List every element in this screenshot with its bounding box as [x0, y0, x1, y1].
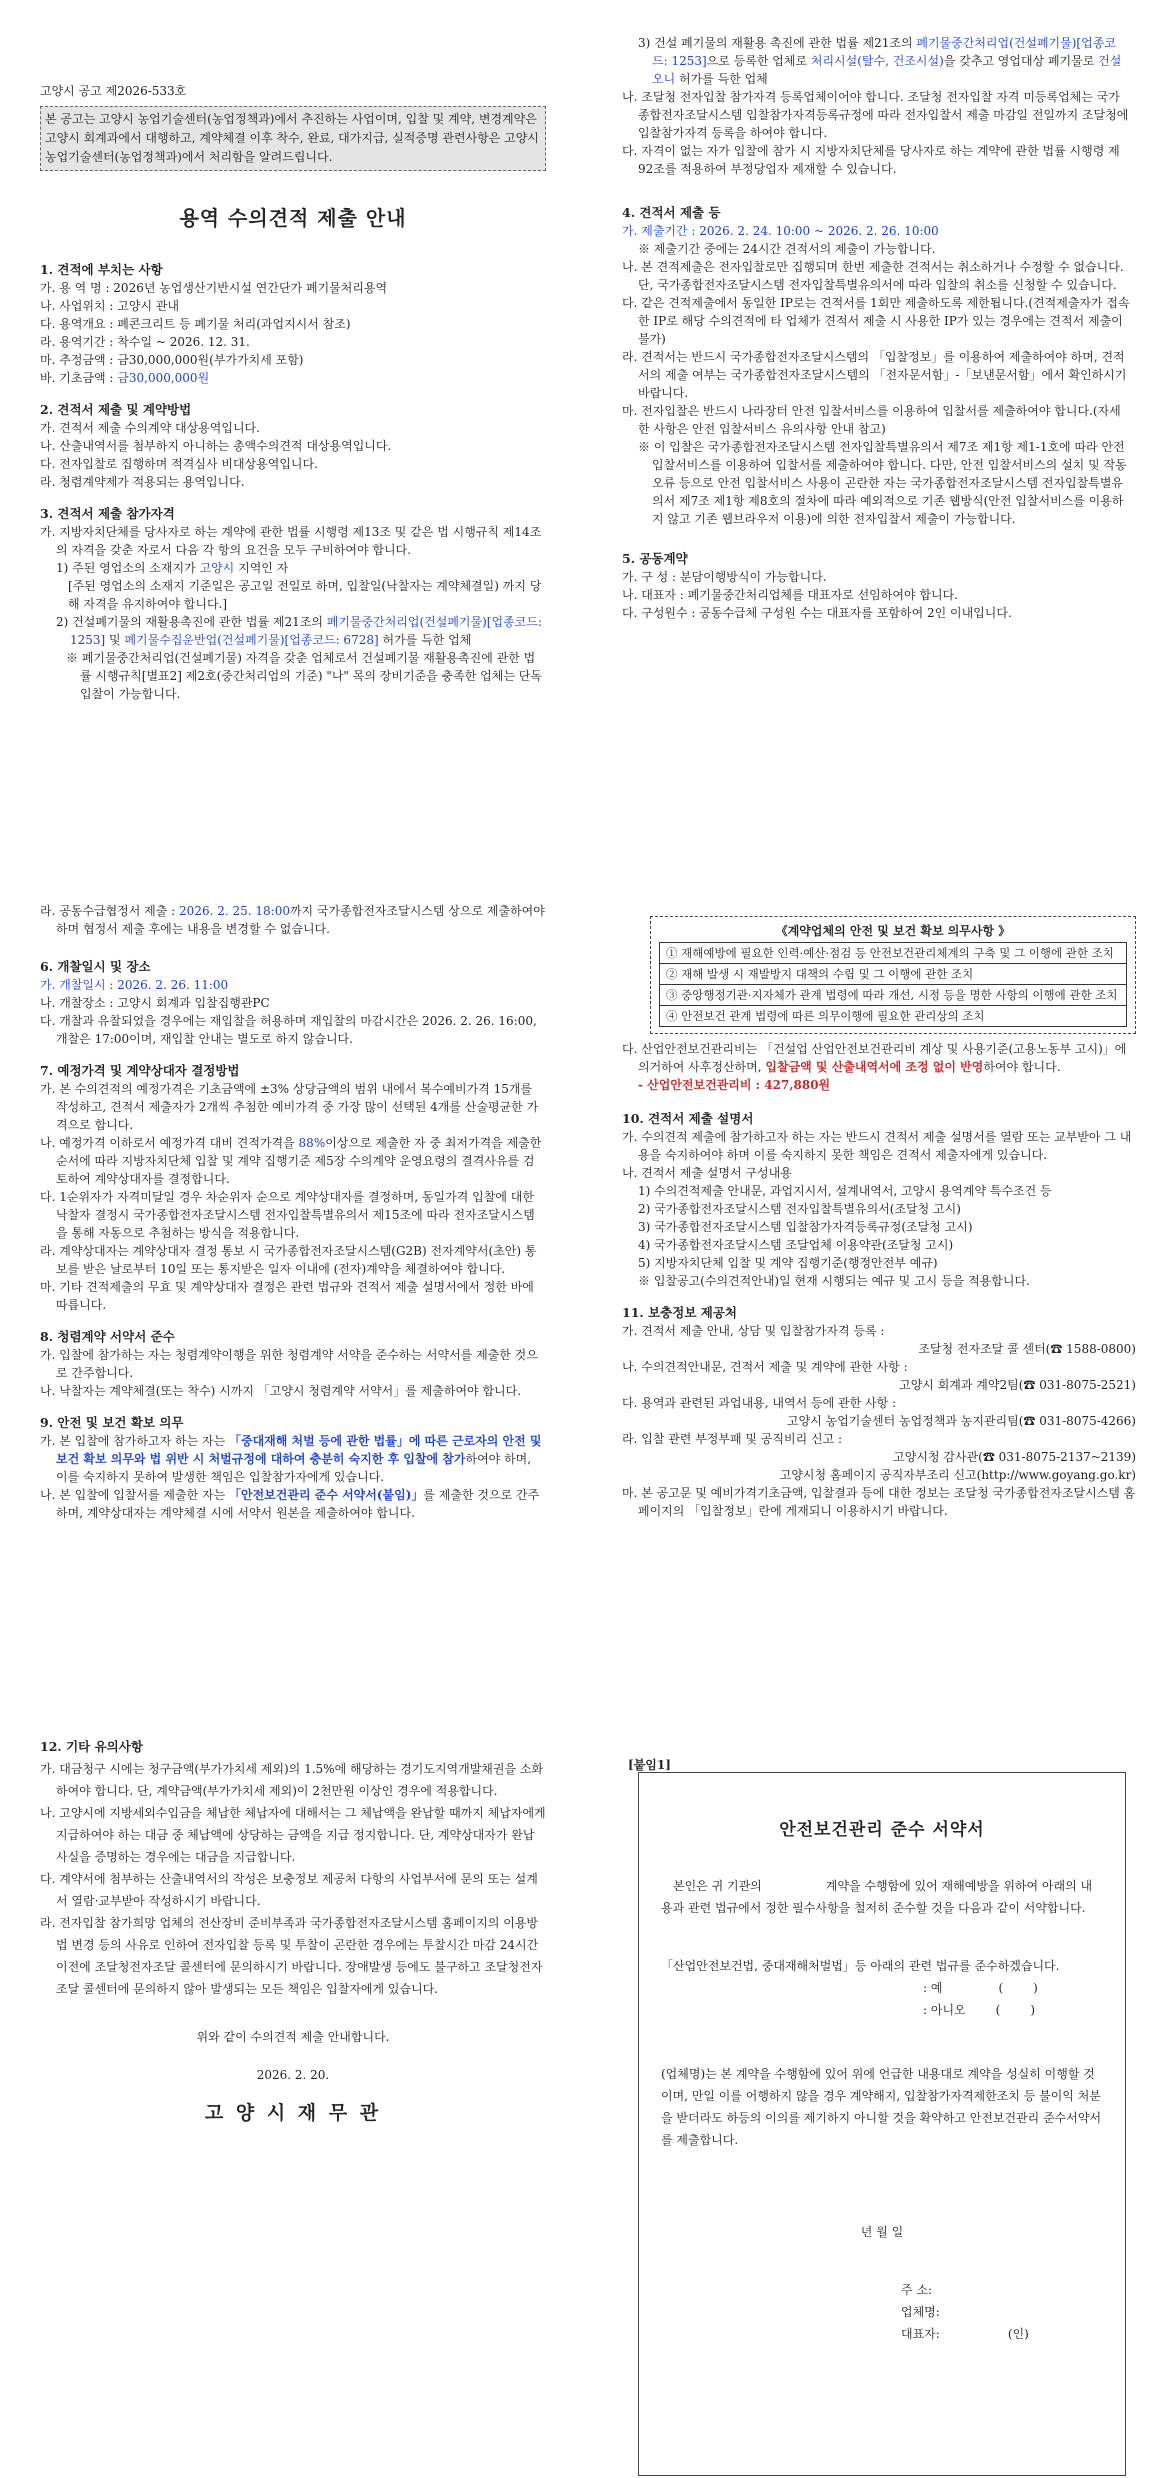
- pledge-title: 안전보건관리 준수 서약서: [779, 1820, 985, 1840]
- document-title: 용역 수의견적 제출 안내: [179, 206, 407, 230]
- pledge-yes-option: : 예 ( ): [923, 1981, 1038, 1995]
- s1-item-ba: [40, 369, 546, 387]
- s1-ba-value: 금30,000,000원: [117, 371, 210, 385]
- s2-item-ra: 라. 청렴계약제가 적용되는 용역입니다.: [40, 475, 245, 489]
- s12-item-da: 다. 계약서에 첨부하는 산출내역서의 작성은 보충정보 제공처 다항의 사업부서에 문의 또는 설계서 열람·교부받아 작성하시기 바랍니다.: [40, 1872, 538, 1908]
- section-3-title: 3. 견적서 제출 참가자격: [40, 506, 175, 521]
- s11-ra-contact-1: 고양시청 감사관(☎ 031-8075-2137~2139): [893, 1450, 1136, 1464]
- s1-ba-label: 바. 기초금액 :: [40, 371, 118, 385]
- section-12-title: 12. 기타 유의사항: [40, 1739, 143, 1754]
- pledge-no-label: : 아니오: [923, 2003, 966, 2017]
- s3-i2-c: 허가를 득한 업체: [378, 633, 472, 647]
- s7-item-ma: 마. 기타 견적제출의 무효 및 계약상대자 결정은 관련 법규와 견적서 제출 설명서에서 정한 바에 따릅니다.: [40, 1280, 534, 1312]
- safety-item: ③ 중앙행정기관·지자체가 관계 법령에 따라 개선, 시정 등을 명한 사항의 이행에 관한 조치: [659, 984, 1127, 1006]
- s9-na-b: 를 제출한 것으로 간주하며, 계약상대자는 계약체결 시에 서약서 원본을 제출하여야 합니다.: [56, 1488, 540, 1520]
- s5-item-na: 나. 대표자 : 폐기물중간처리업체를 대표자로 선임하여야 합니다.: [622, 588, 958, 602]
- closing-text: 위와 같이 수의견적 제출 안내합니다.: [196, 2030, 390, 2044]
- s3-i1-a: 1) 주된 영업소의 소재지가: [56, 561, 200, 575]
- pledge-address: [661, 2279, 1103, 2301]
- s5-ra-a: 라. 공동수급협정서 제출 :: [40, 904, 180, 918]
- s3-item-1: [40, 559, 546, 577]
- section-2-title: 2. 견적서 제출 및 계약방법: [40, 402, 192, 417]
- s11-item-ga: 가. 견적서 제출 안내, 상담 및 입찰참가자격 등록 :: [622, 1324, 885, 1338]
- pledge-rep-label: 대표자:: [901, 2327, 940, 2341]
- section-1-title: 1. 견적에 부치는 사항: [40, 262, 163, 277]
- safety-cost-note: [622, 1040, 1136, 1076]
- safety-item: ④ 안전보건 관계 법령에 따른 의무이행에 필요한 관리상의 조치: [659, 1005, 1127, 1027]
- s9-ga-b: 하여야 하며, 이를 숙지하지 못하여 발생한 책임은 입찰참가자에게 있습니다.: [56, 1452, 532, 1484]
- s1-item-ga: 가. 용 역 명 : 2026년 농업생산기반시설 연간단가 폐기물처리용역: [40, 281, 388, 295]
- issuer-name: 고 양 시 재 무 관: [204, 2102, 382, 2124]
- s7-item-na: [40, 1134, 546, 1188]
- s11-item-na: 나. 수의견적안내문, 견적서 제출 및 계약에 관한 사항 :: [622, 1360, 908, 1374]
- s9-na-hl: 「안전보건관리 준수 서약서(붙임)」: [229, 1488, 424, 1502]
- s2-item-na: 나. 산출내역서를 첨부하지 아니하는 총액수의견적 대상용역입니다.: [40, 439, 392, 453]
- s3-item-ga: 가. 지방자치단체를 당사자로 하는 계약에 관한 법률 시행령 제13조 및 같은 법 시행규칙 제14조의 자격을 갖춘 자로서 다음 각 항의 요건을 모두 구비하여야 합니다.: [40, 525, 542, 557]
- pledge-address-label: 주 소:: [901, 2283, 933, 2297]
- s7-na-hl: 88%: [298, 1136, 326, 1150]
- s3-i1-b: 지역인 자: [234, 561, 289, 575]
- attachment-label: [붙임1]: [628, 1758, 671, 1772]
- s6-item-da: 다. 개찰과 유찰되었을 경우에는 재입찰을 허용하며 재입찰의 마감시간은 2026. 2. 26. 16:00, 개찰은 17:00이며, 재입찰 안내는 별도로 하지 않습니다.: [40, 1014, 537, 1046]
- s7-item-ra: 라. 계약상대자는 계약상대자 결정 통보 시 국가종합전자조달시스템(G2B) 전자계약서(초안) 통보를 받은 날로부터 10일 또는 통지받은 일자 이내에 (전자)계약을 체결하여야 합니다.: [40, 1244, 537, 1276]
- s4-ma-note: ※ 이 입찰은 국가종합전자조달시스템 전자입찰특별유의서 제7조 제1항 제1-1호에 따라 안전 입찰서비스를 이용하여 입찰서를 제출하여야 합니다. 다만, 안전 입찰서비스의 설치 및 작동 오류 등으로 안전 입찰서비스 사용이 곤란한 자는 국가종합전자조달시스템 전자입찰특별유의서 제7조 제1항 제8호의 절차에 따라 예외적으로 기존 웹방식(안전 입찰서비스를 이용하지 않고 기존 웹브라우저 이용)에 의한 전자입찰서 제출이 가능합니다.: [638, 440, 1127, 526]
- safety-cost-line: [638, 1076, 1136, 1094]
- s3-item-1-note: [주된 영업소의 소재지 기준일은 공고일 전일로 하며, 입찰일(낙찰자는 계약체결일) 까지 당해 자격을 유지하여야 합니다.]: [68, 579, 542, 611]
- s10-list-item: 3) 국가종합전자조달시스템 입찰참가자격등록규정(조달청 고시): [638, 1220, 973, 1234]
- s9-ga-a: 가. 본 입찰에 참가하고자 하는 자는: [40, 1434, 229, 1448]
- pledge-law-line: 「산업안전보건법, 중대재해처벌법」등 아래의 관련 법규를 준수하겠습니다.: [661, 1959, 1060, 1973]
- pledge-yes-label: : 예: [923, 1981, 943, 1995]
- s3-c3-d: 허가를 득한 업체: [675, 72, 768, 86]
- s3-i2-hl1: 폐기물중간처리업(건설폐기물)[업종코드: 1253]: [70, 615, 542, 647]
- s12-item-ga: 가. 대금청구 시에는 청구금액(부가가치세 제외)의 1.5%에 해당하는 경기도지역개발채권을 소화하여야 합니다. 단, 계약금액(부가가치세 제외)이 2천만원 이상인 경우에 적용합니다.: [40, 1762, 544, 1798]
- s1-item-ma: 마. 추정금액 : 금30,000,000원(부가가치세 포함): [40, 353, 304, 367]
- s5-item-da: 다. 구성원수 : 공동수급체 구성원 수는 대표자를 포함하여 2인 이내입니다.: [622, 606, 1012, 620]
- s9-item-ga: [40, 1432, 546, 1486]
- s2-item-ga: 가. 견적서 제출 수의계약 대상용역입니다.: [40, 421, 260, 435]
- s11-na-contact: 고양시 회계과 계약2팀(☎ 031-8075-2521): [899, 1378, 1136, 1392]
- pledge-paragraph-1: [661, 1875, 1103, 1919]
- s12-item-na: 나. 고양시에 지방세외수입금을 체납한 체납자에 대해서는 그 체납액을 완납할 때까지 체납자에게 지급하여야 하는 대금 중 체납액에 상당하는 금액을 지급 정지합니다. 단, 계약상대자가 완납 사실을 증명하는 경우에는 대금을 지급합니다.: [40, 1806, 546, 1864]
- s7-item-da: 다. 1순위자가 자격미달일 경우 차순위자 순으로 계약상대자를 결정하며, 동일가격 입찰에 대한 낙찰자 결정시 국가종합전자조달시스템 전자입찰특별유의서 제15조에 따라 전자조달시스템을 통해 자동으로 추첨하는 방식을 적용합니다.: [40, 1190, 535, 1240]
- s8-item-ga: 가. 입찰에 참가하는 자는 청렴계약이행을 위한 청렴계약 서약을 준수하는 서약서를 제출한 것으로 간주합니다.: [40, 1348, 538, 1380]
- s11-item-ra: 라. 입찰 관련 부정부패 및 공직비리 신고 :: [622, 1432, 843, 1446]
- s6-item-ga: 가. 개찰일시 : 2026. 2. 26. 11:00: [40, 978, 229, 992]
- s3-item-3: [622, 34, 1130, 88]
- section-4-title: 4. 견적서 제출 등: [622, 205, 721, 220]
- safety-box-title: 《계약업체의 안전 및 보건 확보 의무사항 》: [775, 924, 1011, 938]
- pledge-p1-b: 계약을 수행함에 있어 재해예방을 위하여 아래의 내용과 관련 법규에서 정한 필수사항을 철저히 준수할 것을 다음과 같이 서약합니다.: [661, 1879, 1093, 1915]
- s5-item-ga: 가. 구 성 : 분담이행방식이 가능합니다.: [622, 570, 827, 584]
- pledge-paragraph-2: (업체명)는 본 계약을 수행함에 있어 위에 언급한 내용대로 계약을 성실히 이행할 것이며, 만일 이를 어행하지 않을 경우 계약해지, 입찰참가자격제한조치 등 불이익 처분을 받더라도 하등의 이의를 제기하지 아니할 것을 확약하고 안전보건관리 준수서약서를 제출합니다.: [661, 2067, 1102, 2147]
- s4-item-da: 다. 같은 견적제출에서 동일한 IP로는 견적서를 1회만 제출하도록 제한됩니다.(견적제출자가 접속한 IP로 해당 수의견적에 타 업체가 견적서 제출 시 사용한 IP가 있는 경우에는 견적서 제출이 불가): [622, 296, 1130, 346]
- intro-text: 본 공고는 고양시 농업기술센터(농업정책과)에서 추진하는 사업이며, 입찰 및 계약, 변경계약은 고양시 회계과에서 대행하고, 계약체결 이후 착수, 완료, 대가지급, 실적증명 관련사항은 고양시 농업기술센터(농업정책과)에서 처리함을 알려드립니다.: [45, 112, 539, 164]
- s9-ga-hl: 「중대재해 처벌 등에 관한 법률」에 따른 근로자의 안전 및 보건 확보 의무와 법 위반 시 처벌규정에 대하여 충분히 숙지한 후 입찰에 참가: [56, 1434, 542, 1466]
- s3-c3-b: 으로 등록한 업체로: [706, 54, 811, 68]
- s1-item-ra: 라. 용역기간 : 착수일 ~ 2026. 12. 31.: [40, 335, 250, 349]
- s10-list-item: 1) 수의견적제출 안내문, 과업지시서, 설계내역서, 고양시 용역계약 특수조건 등: [638, 1184, 1052, 1198]
- s11-item-ma: 마. 본 공고문 및 예비가격기초금액, 입찰결과 등에 대한 정보는 조달청 국가종합전자조달시스템 홈페이지의 「입찰정보」란에 게재되니 이용하시기 바랍니다.: [622, 1486, 1136, 1518]
- safety-da-b: 하여야 합니다.: [983, 1060, 1061, 1074]
- s3-i1-hl: 고양시: [199, 561, 235, 575]
- pledge-p1-a: 본인은 귀 기관의: [673, 1879, 762, 1893]
- s1-item-na: 나. 사업위치 : 고양시 관내: [40, 299, 180, 313]
- s7-na-b: 이상으로 제출한 자 중 최저가격을 제출한 순서에 따라 지방자치단체 입찰 및 계약 집행기준 제5장 수의계약 운영요령의 결격사유를 검토하여 계약상대자를 결정합니다.: [56, 1136, 542, 1186]
- safety-cost-label: - 산업안전보건관리비 :: [638, 1078, 765, 1092]
- s9-na-a: 나. 본 입찰에 입찰서를 제출한 자는: [40, 1488, 229, 1502]
- pledge-seal-mark: (인): [1007, 2327, 1029, 2341]
- s11-item-da: 다. 용역과 관련된 과업내용, 내역서 등에 관한 사항 :: [622, 1396, 897, 1410]
- page-3-left-column: [40, 1736, 546, 2124]
- s8-item-na: 나. 낙찰자는 계약체결(또는 착수) 시까지 「고양시 청렴계약 서약서」를 제출하여야 합니다.: [40, 1384, 522, 1398]
- s10-note: ※ 입찰공고(수의견적안내)일 현재 시행되는 예규 및 고시 등을 적용합니다.: [638, 1274, 1030, 1288]
- s3-note: ※ 폐기물중간처리업(건설폐기물) 자격을 갖춘 업체로서 건설폐기물 재활용촉진에 관한 법률 시행규칙[별표2] 제2호(중간처리업의 기준) "나" 목의 장비기준을 충족한 업체는 단독입찰이 가능합니다.: [66, 651, 542, 701]
- s7-item-ga: 가. 본 수의견적의 예정가격은 기초금액에 ±3% 상당금액의 범위 내에서 복수예비가격 15개를 작성하고, 견적서 제출자가 2개씩 추첨한 예비가격 중 가장 많이 선택된 4개를 산술평균한 가격으로 합니다.: [40, 1082, 539, 1132]
- section-6-title: 6. 개찰일시 및 장소: [40, 959, 151, 974]
- s4-item-na: 나. 본 견적제출은 전자입찰로만 집행되며 한번 제출한 견적서는 취소하거나 수정할 수 없습니다. 단, 국가종합전자조달시스템 전자입찰특별유의서에 따라 입찰의 취소를 신청할 수 있습니다.: [622, 260, 1124, 292]
- page-1-right-column: [622, 34, 1130, 622]
- s4-item-ma: 마. 전자입찰은 반드시 나라장터 안전 입찰서비스를 이용하여 입찰서를 제출하여야 합니다.(자세한 사항은 안전 입찰서비스 유의사항 안내 참고): [622, 404, 1121, 436]
- s4-item-ga: 가. 제출기간 : 2026. 2. 24. 10:00 ~ 2026. 2. 26. 10:00: [622, 224, 939, 238]
- s3-i2-b: 및: [105, 633, 125, 647]
- s3-item-na: 나. 조달청 전자입찰 참가자격 등록업체이어야 합니다. 조달청 전자입찰 자격 미등록업체는 국가종합전자조달시스템 입찰참가자격등록규정에 따라 전자입찰서 제출 마감일 전일까지 조달청에 입찰참가자격 등록을 하여야 합니다.: [622, 90, 1129, 140]
- pledge-representative: [661, 2323, 1103, 2345]
- pledge-no-option: : 아니오 ( ): [923, 2003, 1036, 2017]
- s5-item-ra: [40, 902, 546, 938]
- s10-item-na: 나. 견적서 제출 설명서 구성내용: [622, 1166, 792, 1180]
- page-2: [0, 890, 1168, 1710]
- s11-da-contact: 고양시 농업기술센터 농업정책과 농지관리팀(☎ 031-8075-4266): [787, 1414, 1136, 1428]
- section-8-title: 8. 청렴계약 서약서 준수: [40, 1329, 175, 1344]
- s3-c3-c: 을 갖추고 영업대상 폐기물로: [943, 54, 1099, 68]
- section-5-title: 5. 공동계약: [622, 551, 688, 566]
- safety-cost-value: 427,880원: [764, 1078, 831, 1092]
- s2-item-da: 다. 전자입찰로 집행하며 적격심사 비대상용역입니다.: [40, 457, 318, 471]
- page-2-left-column: [40, 902, 546, 1522]
- s10-list-item: 4) 국가종합전자조달시스템 조달업체 이용약관(조달청 고시): [638, 1238, 954, 1252]
- s1-item-da: 다. 용역개요 : 폐콘크리트 등 폐기물 처리(과업지시서 참조): [40, 317, 351, 331]
- s10-item-ga: 가. 수의견적 제출에 참가하고자 하는 자는 반드시 견적서 제출 설명서를 열람 또는 교부받아 그 내용을 숙지하여야 하며 이를 숙지하지 못한 책임은 견적서 제출자에게 있습니다.: [622, 1130, 1132, 1162]
- s9-item-na: [40, 1486, 546, 1522]
- s11-ra-contact-2: 고양시청 홈페이지 공직자부조리 신고(http://www.goyang.go.kr): [779, 1468, 1136, 1482]
- section-11-title: 11. 보충정보 제공처: [622, 1305, 737, 1320]
- notice-number: 고양시 공고 제2026-533호: [40, 84, 187, 98]
- s6-item-na: 나. 개찰장소 : 고양시 회계과 입찰집행관PC: [40, 996, 270, 1010]
- s12-item-ra: 라. 전자입찰 참가희망 업체의 전산장비 준비부족과 국가종합전자조달시스템 홈페이지의 이용방법 변경 등의 사유로 인하여 전자입찰 등록 및 투찰이 곤란한 경우에는 투찰시간 마감 24시간 이전에 조달청전자조달 콜센터에 문의하시기 바랍니다. 장애발생 등에도 불구하고 조달청전자조달 콜센터에 문의하지 않아 발생되는 모든 책임은 입찰자에게 있습니다.: [40, 1916, 543, 1996]
- safety-da-a: 다. 산업안전보건관리비는 「건설업 산업안전보건관리비 계상 및 사용기준(고용노동부 고시)」에 의거하여 사후정산하며,: [622, 1042, 1127, 1074]
- pledge-company: [661, 2301, 1103, 2323]
- s4-ga-note: ※ 제출기간 중에는 24시간 견적서의 제출이 가능합니다.: [638, 242, 936, 256]
- pledge-date-line: 년 월 일: [860, 2225, 904, 2239]
- s3-c3-a: 3) 건설 폐기물의 재활용 촉진에 관한 법률 제21조의: [638, 36, 917, 50]
- s7-na-a: 나. 예정가격 이하로서 예정가격 대비 견적가격을: [40, 1136, 299, 1150]
- s3-item-2: [40, 613, 546, 649]
- safety-da-red: 입찰금액 및 산출내역서에 조정 없이 반영: [765, 1060, 984, 1074]
- page-2-right-column: [622, 916, 1136, 1520]
- s10-list-item: 5) 지방자치단체 입찰 및 계약 집행기준(행정안전부 예규): [638, 1256, 938, 1270]
- s3-c3-hl3: 건설오니: [652, 54, 1122, 86]
- section-7-title: 7. 예정가격 및 계약상대자 결정방법: [40, 1063, 240, 1078]
- issue-date: 2026. 2. 20.: [256, 2068, 330, 2082]
- s11-ga-contact: 조달청 전자조달 콜 센터(☎ 1588-0800): [918, 1342, 1136, 1356]
- s10-list-item: 2) 국가종합전자조달시스템 전자입찰특별유의서(조달청 고시): [638, 1202, 961, 1216]
- intro-notice-box: [40, 106, 546, 171]
- section-10: [622, 1110, 1136, 1520]
- safety-pledge-form: [638, 1772, 1126, 2476]
- safety-obligations-box: [650, 916, 1136, 1034]
- safety-item: ② 재해 발생 시 재발방지 대책의 수립 및 그 이행에 관한 조치: [659, 963, 1127, 985]
- page-1-left-column: [40, 82, 546, 703]
- s3-item-da: 다. 자격이 없는 자가 입찰에 참가 시 지방자치단체를 당사자로 하는 계약에 관한 법률 시행령 제92조를 적용하여 부정당업자 제재할 수 있습니다.: [622, 144, 1120, 176]
- s3-c3-hl2: 처리시설(탈수, 건조시설): [810, 54, 944, 68]
- s3-c3-hl1: 폐기물중간처리업(건설폐기물)[업종코드: 1253]: [652, 36, 1116, 68]
- s5-ra-hl: 2026. 2. 25. 18:00: [179, 904, 290, 918]
- s3-i2-hl2: 폐기물수집운반업(건설폐기물)[업종코드: 6728]: [124, 633, 379, 647]
- s5-ra-b: 까지 국가종합전자조달시스템 상으로 제출하여야 하며 협정서 제출 후에는 내용을 변경할 수 없습니다.: [56, 904, 545, 936]
- safety-item: ① 재해예방에 필요한 인력·예산·점검 등 안전보건관리체계의 구축 및 그 이행에 관한 조치: [659, 942, 1127, 964]
- page-1: [0, 0, 1168, 890]
- page-3: [0, 1710, 1168, 2478]
- s4-item-ra: 라. 견적서는 반드시 국가종합전자조달시스템의 「입찰정보」를 이용하여 제출하여야 하며, 견적서의 제출 여부는 국가종합전자조달시스템의 「전자문서함」-「보낸문서함」에서 확인하시기 바랍니다.: [622, 350, 1127, 400]
- s3-i2-a: 2) 건설폐기물의 재활용촉진에 관한 법률 제21조의: [56, 615, 327, 629]
- section-9-title: 9. 안전 및 보건 확보 의무: [40, 1415, 184, 1430]
- section-10-title: 10. 견적서 제출 설명서: [622, 1111, 754, 1126]
- pledge-company-label: 업체명:: [901, 2305, 940, 2319]
